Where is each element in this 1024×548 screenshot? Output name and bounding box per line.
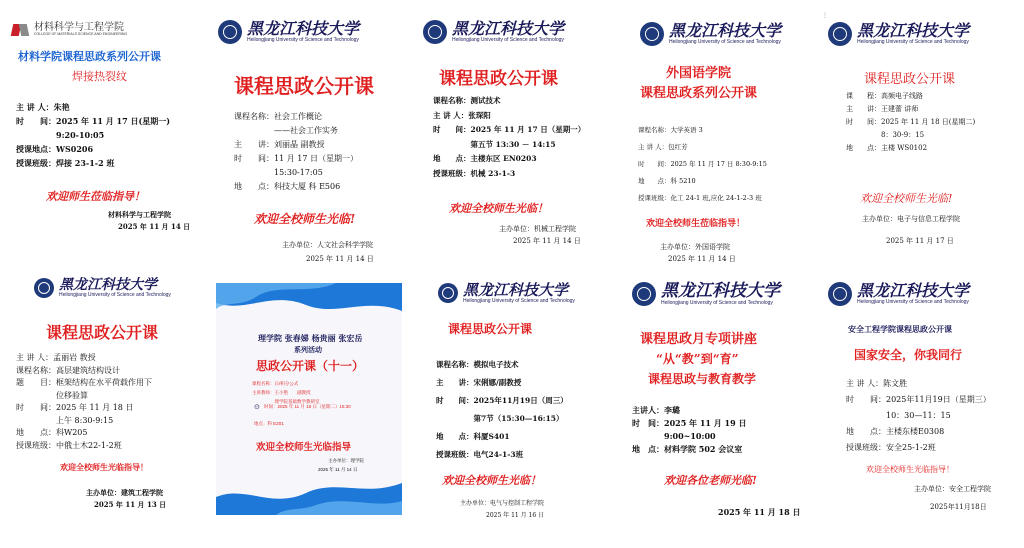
detail-line: 时 间：2025 年 11 月 18 日(星期二) xyxy=(846,118,976,126)
detail-line: 课程名称：大学英语 3 xyxy=(638,126,703,134)
poster-title: 课程思政公开课 xyxy=(864,71,956,86)
lecture-details xyxy=(16,100,170,170)
detail-line: 地 点：主楼 WS0102 xyxy=(846,144,928,152)
detail-line: 课程名称：高层建筑结构设计 xyxy=(16,365,120,375)
detail-line: 时 间：2025年11月19日（周三） xyxy=(436,396,568,405)
issue-date: 2025 年 11 月 17 日 xyxy=(886,237,954,245)
issue-date: 2025 年 11 月 14 日 xyxy=(118,222,191,231)
time-line: 时间：2025 年 11 月 18 日（星期二）15:30 xyxy=(264,404,351,409)
university-logo xyxy=(640,22,781,46)
detail-line: 地 点：材料学院 502 会议室 xyxy=(632,444,743,454)
issue-date: 2025 年 11 月 14 日 xyxy=(513,237,581,245)
detail-line: 9:00~10:00 xyxy=(632,431,716,441)
detail-line: 第五节 13:30 － 14:15 xyxy=(433,139,556,149)
detail-line: 地 点：科W205 xyxy=(16,428,88,437)
poster-title-main: 课程思政月专项讲座 xyxy=(640,332,758,347)
series-title: 安全工程学院课程思政公开课 xyxy=(848,325,952,334)
college-logo xyxy=(12,22,127,38)
poster-title: 课程思政公开课 xyxy=(234,76,374,98)
university-name-en: Heilongjiang University of Science and Technology xyxy=(857,299,969,306)
welcome-text: 欢迎全校师生光临！ xyxy=(449,202,548,215)
detail-line: 主 讲：宋俐娜/副教授 xyxy=(436,378,522,387)
lecture-details xyxy=(234,110,358,194)
welcome-text: 欢迎全校师生光临! xyxy=(860,192,953,205)
college-name-cn: 材料科学与工程学院 xyxy=(34,21,124,33)
detail-line: 主 讲：王建蕾 讲师 xyxy=(846,105,919,113)
university-name-en: Heilongjiang University of Science and Technology xyxy=(59,292,171,299)
detail-line: 授课地点：WS0206 xyxy=(16,144,94,154)
lecture-details xyxy=(433,94,585,181)
welcome-text: 欢迎全校师生光临指导！ xyxy=(866,465,954,474)
lecture-details xyxy=(638,122,767,207)
poster-science xyxy=(216,283,402,515)
poster-electrical xyxy=(420,276,610,526)
poster-title: 课程思政公开课 xyxy=(439,69,558,88)
detail-line: 地 点：科 5210 xyxy=(638,177,696,185)
welcome-text: 欢迎各位老师光临! xyxy=(664,474,757,487)
university-logo xyxy=(632,282,780,306)
detail-line: 主 讲 人：陈文胜 xyxy=(846,379,908,388)
detail-line: 题 目：框架结构在水平荷载作用下 xyxy=(16,378,152,387)
detail-line: 课程名称：社会工作概论 xyxy=(234,112,322,121)
host-unit: 主办单位：外国语学院 xyxy=(660,243,730,251)
detail-line: 授课班级：机械 23-1-3 xyxy=(433,168,516,178)
detail-line: 地 点：主楼东楼E0308 xyxy=(846,427,945,436)
issue-date: 2025 年 11 月 14 日 xyxy=(668,255,736,263)
detail-line: 主 讲 人：张琛阳 xyxy=(433,110,491,120)
detail-line: 授课班级：安全25-1-2班 xyxy=(846,443,936,452)
detail-line: 主 讲 人：孟丽岩 教授 xyxy=(16,353,96,362)
college-logo-icon xyxy=(12,22,30,38)
university-name-en: Heilongjiang University of Science and Technology xyxy=(463,297,575,304)
detail-line: 上午 8:30-9:15 xyxy=(16,415,114,425)
university-seal-icon xyxy=(34,278,54,298)
detail-line: 地 点：科技大厦 科 E506 xyxy=(234,182,341,191)
detail-line: 授课班级：电气24-1-3班 xyxy=(436,450,524,459)
university-logo xyxy=(828,22,969,46)
poster-title: 课程思政公开课 xyxy=(46,325,159,342)
poster-title-sub: 课程思政与教育教学 xyxy=(648,372,757,386)
university-seal-icon xyxy=(828,282,852,306)
poster-title: 国家安全，你我同行 xyxy=(854,348,963,362)
issue-date: 2025 年 11 月 14 日 xyxy=(306,255,374,263)
clock-icon: ⊙ xyxy=(254,404,260,411)
issue-date: 2025 年 11 月 14 日 xyxy=(318,467,358,472)
poster-title-series: 课程思政系列公开课 xyxy=(640,85,758,100)
host-unit: 主办单位：电子与信息工程学院 xyxy=(862,215,960,223)
poster-materials-lecture xyxy=(618,276,812,530)
detail-line: 10：30—11：15 xyxy=(846,411,951,420)
university-name-en: Heilongjiang University of Science and Technology xyxy=(661,299,773,306)
university-logo xyxy=(423,20,564,44)
detail-line: 9:20-10:05 xyxy=(16,130,105,140)
location-line: 地点：科 E201 xyxy=(254,421,284,426)
detail-line: 理学院基础数学教研室 xyxy=(252,399,320,404)
detail-line: 课程名称：测试技术 xyxy=(433,96,501,105)
poster-electronics xyxy=(820,10,1024,255)
detail-line: 地 点：主楼东区 EN0203 xyxy=(433,154,537,163)
welcome-text: 欢迎全校师生光临! xyxy=(254,212,356,226)
detail-line: 主讲人：李璐 xyxy=(632,405,680,415)
host-unit: 主办单位：建筑工程学院 xyxy=(86,488,163,497)
issue-date: 2025 年 11 月 18 日 xyxy=(718,507,801,517)
detail-line: 时 间：2025 年 11 月 17 日(星期一) xyxy=(16,116,171,126)
lecture-title: 焊接热裂纹 xyxy=(72,70,127,83)
corner-mark: ⋮ xyxy=(822,12,828,19)
issue-date: 2025年11月18日 xyxy=(930,503,987,511)
detail-line: 时 间：2025 年 11 月 19 日 xyxy=(632,418,747,428)
lecture-details xyxy=(846,376,991,456)
university-name-cn: 黑龙江科技大学 xyxy=(857,281,970,301)
detail-line: 时 间：2025 年 11 月 18 日 xyxy=(16,403,134,412)
host-unit: 主办单位：机械工程学院 xyxy=(499,225,576,233)
detail-line: 主讲教师：王小艳 副教授 xyxy=(252,390,311,395)
university-name-en: Heilongjiang University of Science and Technology xyxy=(669,39,781,46)
detail-line: 地 点：科厦S401 xyxy=(436,432,510,441)
poster-safety xyxy=(818,276,1024,526)
host-unit: 主办单位：电气与控制工程学院 xyxy=(460,500,545,507)
detail-line: 授课班级：焊接 23-1-2 班 xyxy=(16,158,115,168)
welcome-text: 欢迎全校师生光临指导 xyxy=(256,442,352,453)
university-seal-icon xyxy=(438,283,458,303)
series-title: 材料学院课程思政系列公开课 xyxy=(18,51,161,63)
university-logo xyxy=(828,282,969,306)
lecture-details xyxy=(16,352,152,452)
detail-line: 主 讲 人：包红芳 xyxy=(638,143,688,151)
university-name-cn: 黑龙江科技大学 xyxy=(661,281,780,301)
welcome-text: 欢迎师生莅临指导！ xyxy=(46,190,145,203)
detail-line: 课 程：高频电子线路 xyxy=(846,92,923,100)
poster-architecture xyxy=(0,272,205,542)
detail-line: 时 间：11 月 17 日（星期一） xyxy=(234,154,358,163)
lecture-details xyxy=(252,379,320,406)
poster-title-quote: “从“教”到“育” xyxy=(656,352,739,366)
detail-line: 主 讲：刘丽晶 副教授 xyxy=(234,140,325,149)
detail-line: 课程名称：日/积分公式 xyxy=(252,381,299,386)
host-unit: 主办单位：安全工程学院 xyxy=(914,485,991,493)
lecture-details xyxy=(436,356,568,464)
university-name-cn: 黑龙江科技大学 xyxy=(247,19,360,39)
poster-materials xyxy=(0,10,205,255)
university-name-cn: 黑龙江科技大学 xyxy=(59,277,157,293)
detail-line: 第7节（15:30—16:15） xyxy=(436,414,564,423)
poster-humanities xyxy=(210,10,405,265)
detail-line: 8：30-9：15 xyxy=(846,131,925,139)
lecture-details xyxy=(632,404,746,456)
university-logo xyxy=(438,282,575,304)
university-name-cn: 黑龙江科技大学 xyxy=(669,21,782,41)
university-seal-icon xyxy=(632,282,656,306)
poster-foreign-languages xyxy=(620,10,810,265)
poster-mechanical xyxy=(415,10,610,255)
detail-line: 15:30-17:05 xyxy=(234,168,323,177)
host-unit: 主办单位：理学院 xyxy=(328,458,364,463)
welcome-text: 欢迎全校师生光临指导！ xyxy=(60,462,148,472)
university-name-en: Heilongjiang University of Science and Technology xyxy=(247,37,359,44)
university-seal-icon xyxy=(218,20,242,44)
host-unit: 材料科学与工程学院 xyxy=(108,210,171,219)
university-logo xyxy=(218,20,359,44)
detail-line: 时 间：2025年11月19日（星期三） xyxy=(846,395,991,404)
detail-line: 位移验算 xyxy=(16,390,88,400)
welcome-text: 欢迎全校师生莅临指导！ xyxy=(646,219,746,229)
issue-date: 2025 年 11 月 13 日 xyxy=(94,500,167,509)
detail-line: 主 讲 人：朱艳 xyxy=(16,102,70,112)
university-seal-icon xyxy=(828,22,852,46)
university-name-en: Heilongjiang University of Science and Technology xyxy=(857,39,969,46)
poster-title: 课程思政公开课 xyxy=(448,322,533,336)
university-name-en: Heilongjiang University of Science and Technology xyxy=(452,37,564,44)
detail-line: 授课班级：化工 24-1 班,应化 24-1-2-3 班 xyxy=(638,194,762,202)
host-unit: 主办单位：人文社会科学学院 xyxy=(282,241,373,249)
series-label: 系列活动 xyxy=(294,345,322,354)
welcome-text: 欢迎全校师生光临！ xyxy=(442,474,541,487)
detail-line: 时 间：2025 年 11 月 17 日（星期一） xyxy=(433,125,586,134)
college-name-en: COLLEGE OF MATERIALS SCIENCE AND ENGINEERING xyxy=(34,32,128,37)
university-name-cn: 黑龙江科技大学 xyxy=(463,281,569,299)
university-seal-icon xyxy=(640,22,664,46)
detail-line: 时 间：2025 年 11 月 17 日 8:30-9:15 xyxy=(638,160,767,168)
university-seal-icon xyxy=(423,20,447,44)
lecture-details xyxy=(846,90,975,155)
detail-line: ——社会工作实务 xyxy=(234,126,338,135)
university-name-cn: 黑龙江科技大学 xyxy=(452,19,565,39)
detail-line: 课程名称：模拟电子技术 xyxy=(436,360,519,369)
poster-title: 思政公开课（十一） xyxy=(256,359,365,373)
issue-date: 2025 年 11 月 16 日 xyxy=(486,512,545,519)
organizers: 理学院 张春娣 杨贵丽 张宏岳 xyxy=(258,333,363,343)
university-logo xyxy=(34,278,171,299)
detail-line: 授课班级：中俄土木22-1-2班 xyxy=(16,440,122,450)
poster-title-college: 外国语学院 xyxy=(666,65,732,80)
university-name-cn: 黑龙江科技大学 xyxy=(857,21,970,41)
